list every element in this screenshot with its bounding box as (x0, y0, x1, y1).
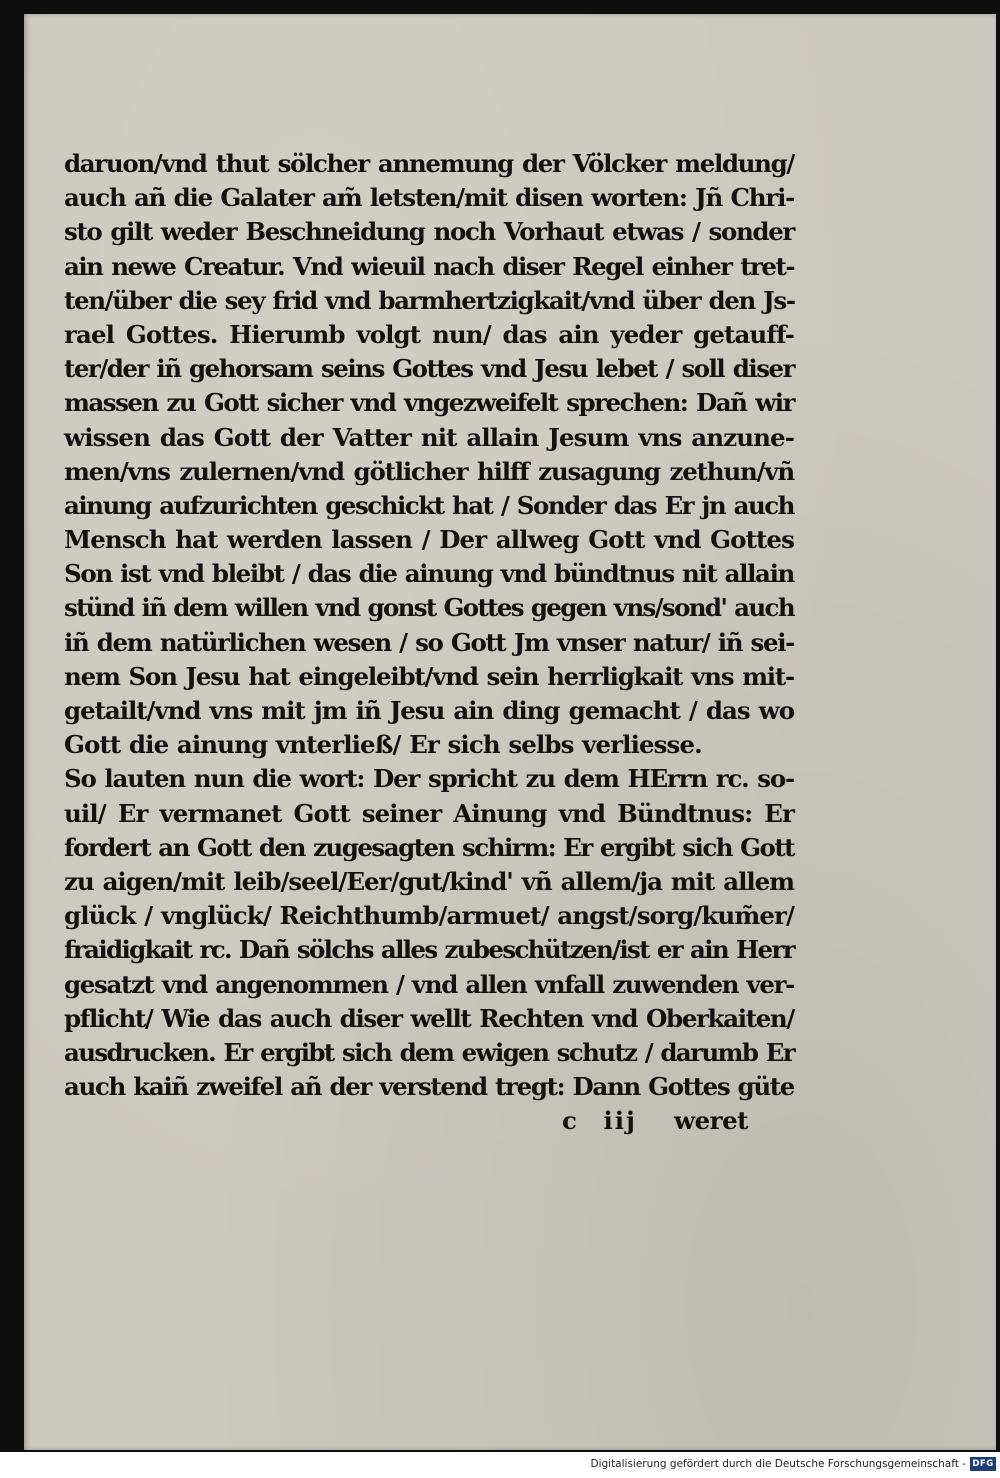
text-line: gesatzt vnd angenommen / vnd allen vnfall zuwenden ver- (64, 969, 794, 999)
text-line: auch kaiñ zweifel añ der verstend tregt: Dann Gottes güte (64, 1072, 794, 1102)
text-line: massen zu Gott sicher vnd vngezweifelt sprechen: Dañ wir (64, 388, 794, 418)
text-line: sto gilt weder Beschneidung noch Vorhaut etwas / sonder (64, 217, 794, 247)
text-line: ainung aufzurichten geschickt hat / Sonder das Er jn auch (64, 490, 794, 520)
text-line: Mensch hat werden lassen / Der allweg Gott vnd Gottes (64, 525, 794, 555)
text-line: wissen das Gott der Vatter nit allain Jesum vns anzune- (64, 422, 794, 452)
funding-credit: Digitalisierung gefördert durch die Deutsche Forschungsgemeinschaft - (590, 1458, 966, 1470)
text-line: Son ist vnd bleibt / das die ainung vnd bündtnus nit allain (64, 559, 794, 589)
text-line: fordert an Gott den zugesagten schirm: Er ergibt sich Gott (64, 832, 794, 862)
text-line: iñ dem natürlichen wesen / so Gott Jm vnser natur/ iñ sei- (64, 627, 794, 657)
text-block (64, 147, 794, 1104)
book-page (24, 14, 996, 1450)
text-line: getailt/vnd vns mit jm iñ Jesu ain ding gemacht / das wo (64, 696, 794, 725)
credit-bar (0, 1452, 1000, 1478)
dfg-logo-icon: DFG (970, 1457, 996, 1471)
text-line: men/vns zulernen/vnd götlicher hilff zusagung zethun/vñ (64, 456, 794, 486)
catchword: weret (674, 1106, 748, 1135)
text-line: stünd iñ dem willen vnd gonst Gottes gegen vns/sond' auch (64, 593, 794, 623)
page-footer-line (24, 1106, 996, 1142)
signature-mark: c iij (562, 1106, 637, 1135)
text-line: uil/ Er vermanet Gott seiner Ainung vnd Bündtnus: Er (64, 798, 794, 828)
text-line: daruon/vnd thut sölcher annemung der Völcker meldung/ (64, 149, 794, 178)
text-line: ausdrucken. Er ergibt sich dem ewigen schutz / darumb Er (64, 1037, 794, 1067)
text-line: rael Gottes. Hierumb volgt nun/ das ain yeder getauff- (64, 319, 794, 349)
text-line: pflicht/ Wie das auch diser wellt Rechten vnd Oberkaiten/ (64, 1003, 794, 1033)
text-line: auch añ die Galater am̃ letsten/mit disen worten: Jñ Chri- (64, 183, 795, 213)
text-line: So lauten nun die wort: Der spricht zu dem HErrn rc. so- (64, 764, 794, 794)
text-line: ter/der iñ gehorsam seins Gottes vnd Jesu lebet / soll diser (64, 354, 794, 384)
text-line: Gott die ainung vnterließ/ Er sich selbs verliesse. (64, 730, 702, 760)
text-line: zu aigen/mit leib/seel/Eer/gut/kind' vñ allem/ja mit allem (64, 866, 794, 896)
text-line: nem Son Jesu hat eingeleibt/vnd sein herrligkait vns mit- (64, 661, 794, 691)
text-line: ten/über die sey frid vnd barmhertzigkait/vnd über den Js- (64, 285, 795, 315)
text-line: fraidigkait rc. Dañ sölchs alles zubeschützen/ist er ain Herr (64, 935, 794, 965)
text-line: ain newe Creatur. Vnd wieuil nach diser Regel einher tret- (64, 251, 794, 281)
text-line: glück / vnglück/ Reichthumb/armuet/ angst/sorg/kum̃er/ (64, 901, 795, 931)
